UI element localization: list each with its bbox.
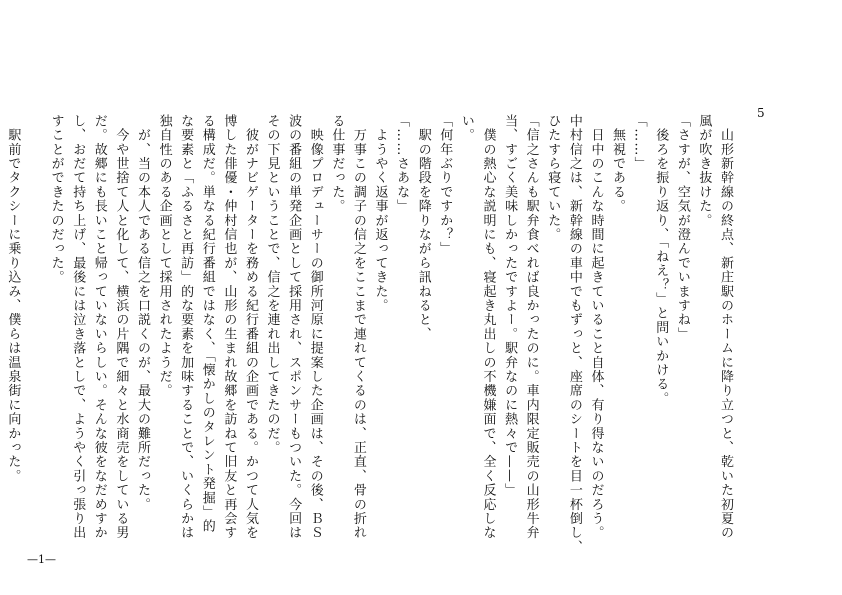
blank-line [23, 114, 45, 529]
text-line: 僕の熱心な説明にも、寝起き丸出しの不機嫌面で、全く反応しな [480, 114, 496, 540]
text-line: る仕事だった。 [329, 114, 345, 214]
text-line: 彼がナビゲーターを務める紀行番組の企画である。かつて人気を [242, 114, 258, 540]
text-line: 今や世捨て人と化して、横浜の片隅で細々と水商売をしている男 [113, 114, 129, 540]
text-line: 駅の階段を降りながら訊ねると、 [415, 114, 431, 342]
text-line: い。 [458, 114, 474, 143]
footer-page-number: —1— [27, 553, 56, 566]
text-line: 後ろを振り返り、「ねえ？」と問いかける。 [653, 114, 669, 406]
text-line: 山形新幹線の終点、新庄駅のホームに降り立つと、乾いた初夏の [718, 114, 733, 540]
text-line: 中村信之は、新幹線の車中でもずっと、座席のシートを目一杯倒し、 [566, 114, 582, 555]
text-line: 「何年ぶりですか？」 [437, 114, 453, 256]
text-line: 「……」 [631, 114, 647, 171]
text-line: 博した俳優・仲村信也が、山形の生まれ故郷を訪ねて旧友と再会す [221, 114, 237, 540]
text-line: 「……さあな」 [394, 114, 410, 214]
text-line: し、おだて持ち上げ、最後には泣き落としで、ようやく引っ張り出 [70, 114, 86, 540]
text-line: ひたすら寝ていた。 [545, 114, 561, 242]
text-line: 無視である。 [610, 114, 626, 214]
text-line: だ。故郷にも長いこと帰っていないらしい。そんな彼をなだめすか [91, 114, 107, 540]
text-line: 「さすが、空気が澄んでいますね」 [674, 114, 690, 342]
text-line: 独自性のある企画として採用されたようだ。 [156, 114, 172, 398]
text-line: 風が吹き抜けた。 [696, 114, 712, 228]
text-line: ようやく返事が返ってきた。 [372, 114, 388, 313]
text-line: が、当の本人である信之を口説くのが、最大の難所だった。 [134, 114, 150, 512]
text-line: 駅前でタクシーに乗り込み、僕らは温泉街に向かった。 [5, 114, 21, 484]
page-number: 5 [757, 106, 765, 120]
text-line: 当、すごく美味しかったですよー。駅弁なのに熱々で——」 [502, 114, 518, 498]
text-line: 「信之さんも駅弁食べれば良かったのに。車内限定販売の山形牛弁 [523, 114, 539, 540]
text-line: その下見ということで、信之を連れ出してきたのだ。 [264, 114, 280, 455]
text-line: 映像プロデューサーの御所河原に提案した企画は、その後、ＢＳ [307, 114, 323, 540]
body-text [5, 114, 736, 555]
text-line: 万事この調子の信之をここまで連れてくるのは、正直、骨の折れ [350, 114, 366, 540]
text-line: 日中のこんな時間に起きていること自体、有り得ないのだろう。 [588, 114, 604, 540]
text-line: 波の番組の単発企画として採用され、スポンサーもついた。今回は [286, 114, 302, 540]
text-line: る構成だ。単なる紀行番組ではなく、「懐かしのタレント発掘」的 [199, 114, 215, 534]
text-line: すことができたのだった。 [48, 114, 64, 285]
text-line: な要素と「ふるさと再訪」的な要素を加味することで、いくらかは [178, 114, 194, 540]
